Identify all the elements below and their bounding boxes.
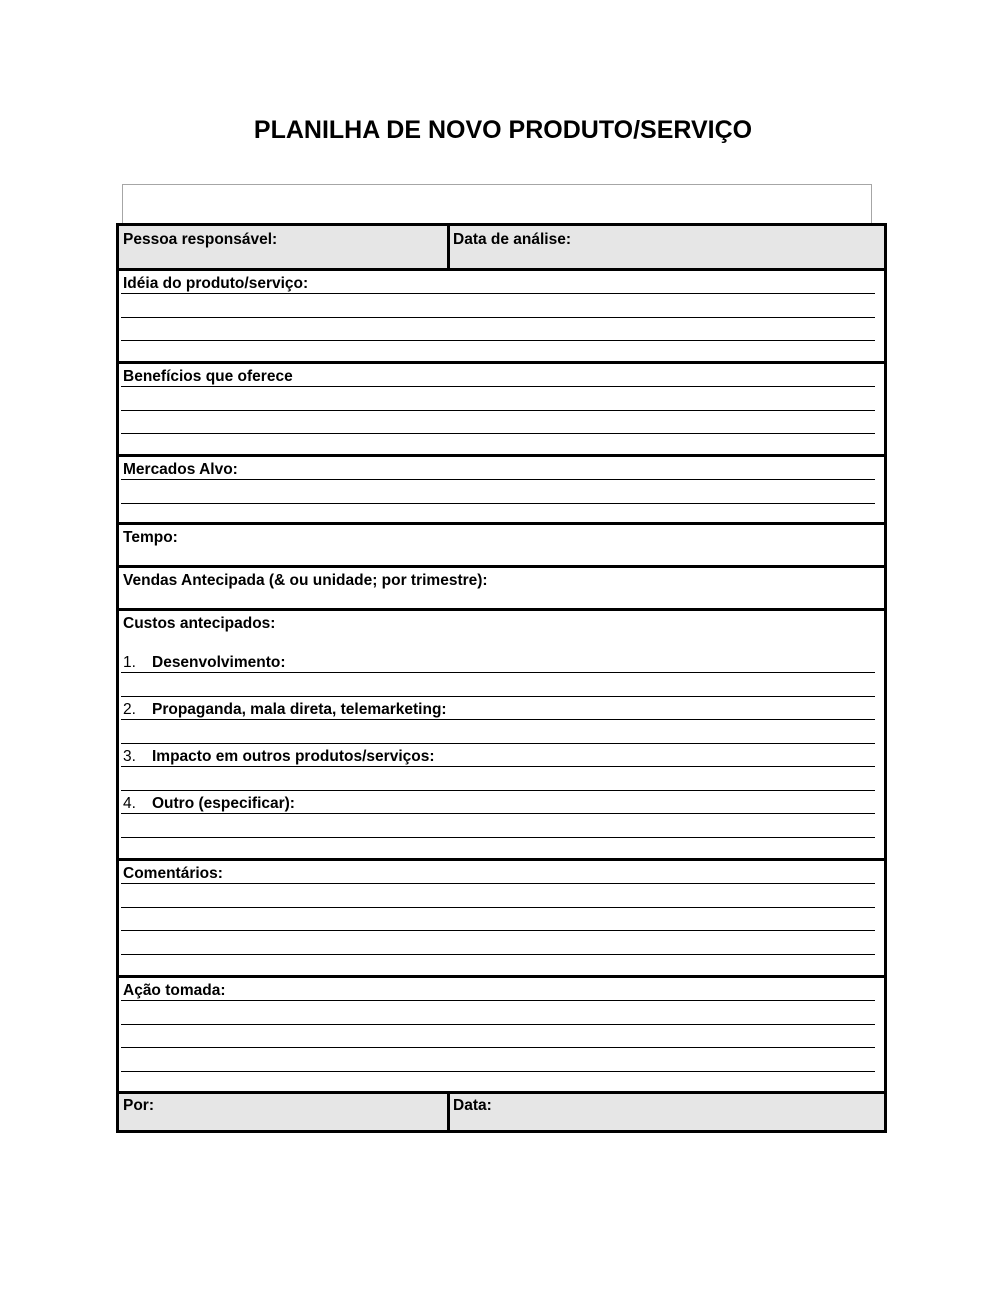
writing-line[interactable] xyxy=(121,954,875,955)
by-label: Por: xyxy=(123,1097,154,1114)
anticipated-costs-label: Custos antecipados: xyxy=(123,615,276,632)
target-markets-label: Mercados Alvo: xyxy=(123,461,238,478)
writing-line[interactable] xyxy=(121,907,875,908)
writing-line[interactable] xyxy=(121,790,875,791)
writing-line[interactable] xyxy=(121,813,875,814)
writing-line[interactable] xyxy=(121,433,875,434)
writing-line[interactable] xyxy=(121,1071,875,1072)
writing-line[interactable] xyxy=(121,930,875,931)
cost-item-number: 3. xyxy=(123,748,136,765)
writing-line[interactable] xyxy=(121,766,875,767)
idea-label: Idéia do produto/serviço: xyxy=(123,275,309,292)
cost-item-impact: Impacto em outros produtos/serviços: xyxy=(152,748,435,765)
section-comments xyxy=(119,858,884,975)
writing-line[interactable] xyxy=(121,696,875,697)
cost-item-development: Desenvolvimento: xyxy=(152,654,286,671)
page-title: PLANILHA DE NOVO PRODUTO/SERVIÇO xyxy=(253,116,753,144)
anticipated-sales-label: Vendas Antecipada (& ou unidade; por trimestre): xyxy=(123,572,488,589)
action-taken-label: Ação tomada: xyxy=(123,982,226,999)
cost-item-number: 4. xyxy=(123,795,136,812)
cost-item-other: Outro (especificar): xyxy=(152,795,295,812)
header-divider xyxy=(447,226,450,268)
writing-line[interactable] xyxy=(121,479,875,480)
time-label: Tempo: xyxy=(123,529,178,546)
date-label: Data: xyxy=(453,1097,492,1114)
section-benefits xyxy=(119,361,884,454)
top-blank-box xyxy=(122,184,872,223)
writing-line[interactable] xyxy=(121,503,875,504)
section-anticipated-sales xyxy=(119,565,884,608)
writing-line[interactable] xyxy=(121,340,875,341)
writing-line[interactable] xyxy=(121,743,875,744)
comments-label: Comentários: xyxy=(123,865,223,882)
benefits-label: Benefícios que oferece xyxy=(123,368,293,385)
writing-line[interactable] xyxy=(121,672,875,673)
section-idea xyxy=(119,268,884,361)
cost-item-number: 2. xyxy=(123,701,136,718)
writing-line[interactable] xyxy=(121,410,875,411)
writing-line[interactable] xyxy=(121,386,875,387)
cost-item-number: 1. xyxy=(123,654,136,671)
footer-divider xyxy=(447,1094,450,1130)
writing-line[interactable] xyxy=(121,293,875,294)
section-action-taken xyxy=(119,975,884,1091)
writing-line[interactable] xyxy=(121,317,875,318)
cost-item-advertising: Propaganda, mala direta, telemarketing: xyxy=(152,701,447,718)
worksheet-form xyxy=(116,223,887,1133)
section-target-markets xyxy=(119,454,884,522)
footer-row xyxy=(119,1091,884,1130)
writing-line[interactable] xyxy=(121,1047,875,1048)
section-time xyxy=(119,522,884,565)
writing-line[interactable] xyxy=(121,837,875,838)
writing-line[interactable] xyxy=(121,1024,875,1025)
responsible-person-label: Pessoa responsável: xyxy=(123,231,278,248)
header-row xyxy=(119,226,884,268)
writing-line[interactable] xyxy=(121,883,875,884)
writing-line[interactable] xyxy=(121,719,875,720)
section-anticipated-costs xyxy=(119,608,884,858)
writing-line[interactable] xyxy=(121,1000,875,1001)
review-date-label: Data de análise: xyxy=(453,231,572,248)
